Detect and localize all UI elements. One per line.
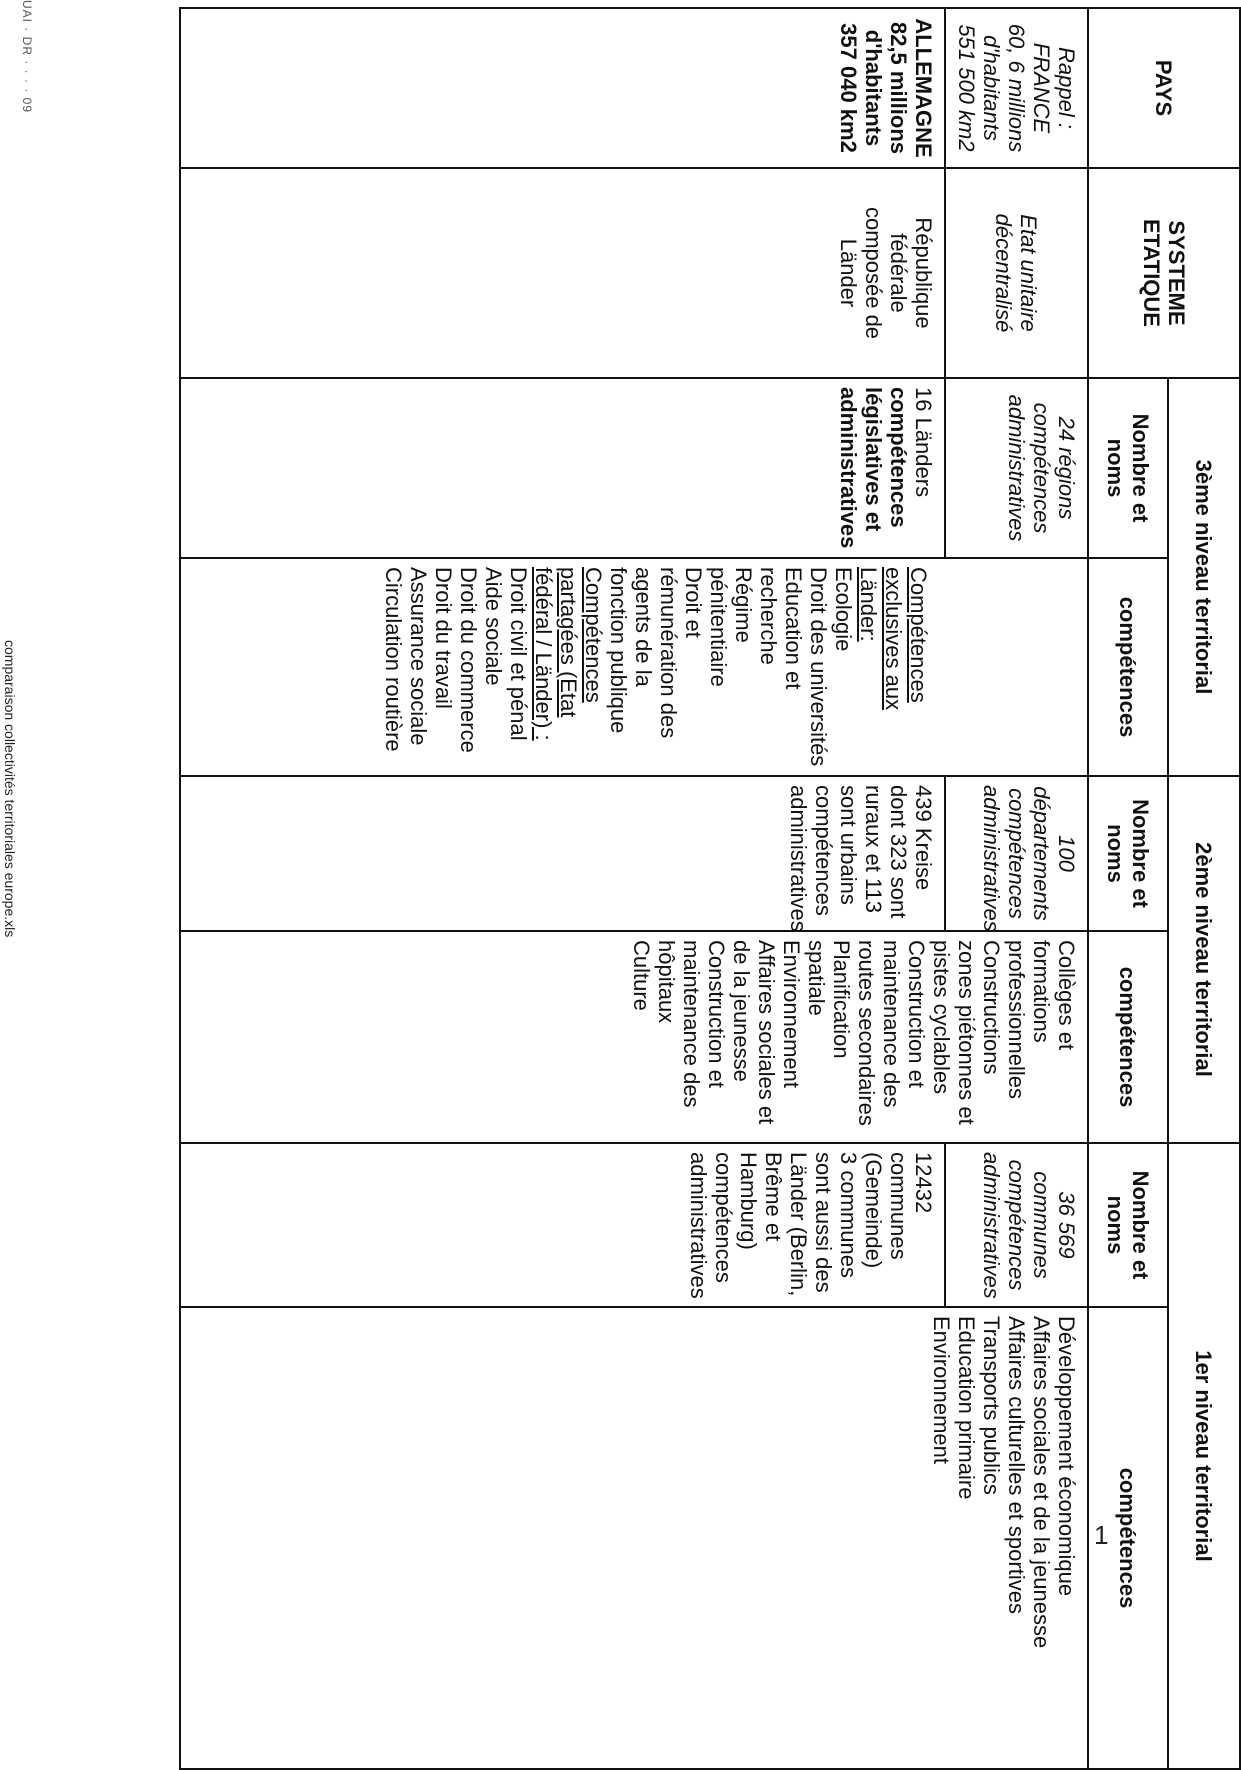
header-level-2: 2ème niveau territorial	[1168, 776, 1240, 1143]
header-l2-competences: compétences	[1088, 931, 1168, 1143]
comparison-table-wrapper	[179, 7, 1241, 1768]
header-l2-nombre: Nombre et noms	[1088, 776, 1168, 931]
allemagne-l3-competences: Compétences exclusives aux Länder: Ecologie Droit des universités Education et recherche Régime pénitentiaire Droit et rémunération des agents de la fonction publique Compétences partagées (Etat fédéral / Länder) : Droit civil et pénal Aide sociale Droit du commerce Droit du travail Assurance sociale Circulation routière	[180, 558, 1088, 776]
table-row-france	[945, 8, 1088, 1769]
header-l3-competences: compétences	[1088, 558, 1168, 776]
allemagne-systeme: République fédérale composée de Länder	[180, 168, 945, 378]
footer-filename: comparaison collectivités territoriales europe.xls	[2, 640, 18, 938]
allemagne-l1-nombre: 12432 communes (Gemeinde) 3 communes sont aussi des Länder (Berlin, Brême et Hamburg) compétences administratives	[180, 1143, 945, 1307]
france-l2-competences: Collèges et formations professionnelles Constructions zones piétonnes et pistes cyclables Construction et maintenance des routes secondaires Planification spatiale Environnement Affaires sociales et de la jeunesse Construction et maintenance des hôpitaux Culture	[180, 931, 1088, 1143]
header-l1-nombre: Nombre et noms	[1088, 1143, 1168, 1307]
comparison-table	[179, 7, 1241, 1770]
france-l2-nombre: 100 départements compétences administratives	[945, 776, 1088, 931]
page-mark: 1	[1094, 1520, 1109, 1550]
france-l1-competences: Développement économique Affaires sociales et de la jeunesse Affaires culturelles et sportives Transports publics Education primaire Environnement	[180, 1307, 1088, 1769]
header-l3-nombre: Nombre et noms	[1088, 378, 1168, 558]
france-l1-nombre: 36 569 communes compétences administratives	[945, 1143, 1088, 1307]
france-l3-nombre: 24 régions compétences administratives	[945, 378, 1088, 558]
header-level-1: 1er niveau territorial	[1168, 1143, 1240, 1769]
allemagne-pays: ALLEMAGNE 82,5 millions d'habitants 357 040 km2	[180, 8, 945, 168]
france-systeme: Etat unitaire décentralisé	[945, 168, 1088, 378]
header-stamp: UAI · DR · · · · 09	[20, 0, 34, 114]
header-level-3: 3ème niveau territorial	[1168, 378, 1240, 776]
allemagne-l3-nombre: 16 Länders compétences législatives et administratives	[180, 378, 945, 558]
header-pays: PAYS	[1088, 8, 1240, 168]
allemagne-l2-nombre: 439 Kreise dont 323 sont ruraux et 113 sont urbains compétences administratives	[180, 776, 945, 931]
header-l1-competences: compétences	[1088, 1307, 1168, 1769]
header-systeme: SYSTEME ETATIQUE	[1088, 168, 1240, 378]
france-pays: Rappel : FRANCE 60, 6 millions d'habitants 551 500 km2	[945, 8, 1088, 168]
